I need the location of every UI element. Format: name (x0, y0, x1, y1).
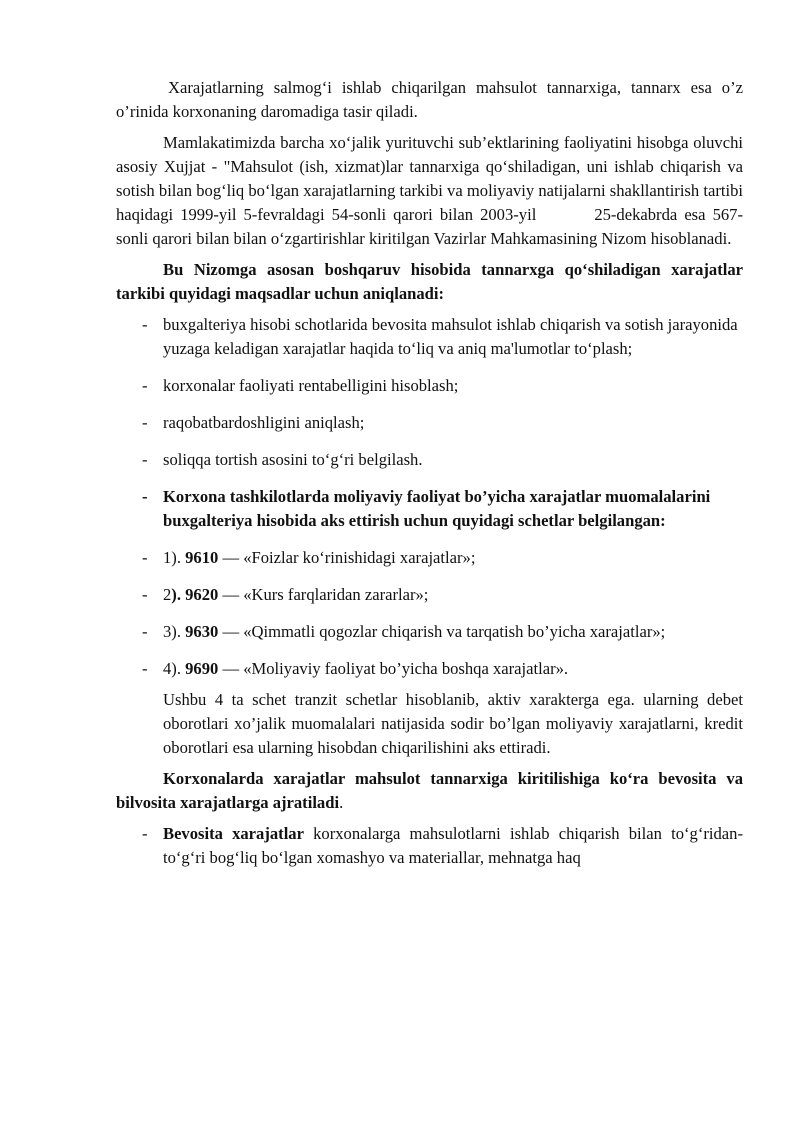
regulation-text-end: 25-dekabrda esa 567-sonli qarori bilan bilan o‘zgartirishlar kiritilgan Vazirlar Mahkamasining Nizom hisoblanadi. (116, 205, 743, 248)
list-item-text: buxgalteriya hisobi schotlarida bevosita mahsulot ishlab chiqarish va sotish jarayonida yuzaga keladigan xarajatlar haqida to‘liq va aniq ma'lumotlar to‘plash; (163, 315, 738, 358)
list-item (116, 448, 743, 472)
list-dash: - (142, 824, 148, 843)
paragraph-cost-classification (116, 767, 743, 815)
list-item-text: raqobatbardoshligini aniqlash; (163, 413, 365, 432)
list-dash: - (142, 376, 148, 395)
account-item (116, 546, 743, 570)
list-dash: - (142, 450, 148, 469)
paragraph-regulation (116, 131, 743, 251)
account-item (116, 620, 743, 644)
list-item-text: Korxona tashkilotlarda moliyaviy faoliyat bo’yicha xarajatlar muomalalarini buxgalteriya hisobida aks ettirish uchun quyidagi schetlar belgilangan: (163, 487, 711, 530)
account-item (116, 583, 743, 607)
account-code: 9630 (185, 622, 219, 641)
list-item-text: korxonalar faoliyati rentabelligini hisoblash; (163, 376, 459, 395)
account-item (116, 657, 743, 681)
list-item-text: soliqqa tortish asosini to‘g‘ri belgilash. (163, 450, 423, 469)
paragraph-nizom-heading: Bu Nizomga asosan boshqaruv hisobida tannarxga qo‘shiladigan xarajatlar tarkibi quyidagi maqsadlar uchun aniqlanadi: (116, 260, 743, 303)
list-dash: - (142, 548, 148, 567)
list-dash: - (142, 585, 148, 604)
list-item (116, 374, 743, 398)
account-name: — «Kurs farqlaridan zararlar»; (218, 585, 429, 604)
paragraph-intro: Xarajatlarning salmog‘i ishlab chiqarilgan mahsulot tannarxiga, tannarx esa o’z o’rinida korxonaning daromadiga tasir qiladi. (116, 78, 743, 121)
document-body (116, 76, 743, 883)
account-code: 9690 (185, 659, 219, 678)
account-name: — «Qimmatli qogozlar chiqarish va tarqatish bo’yicha xarajatlar»; (218, 622, 666, 641)
account-code: 9610 (185, 548, 219, 567)
list-item (116, 313, 743, 361)
account-prefix: 4). (163, 659, 186, 678)
account-prefix: 2 (163, 585, 172, 604)
account-name: — «Moliyaviy faoliyat bo’yicha boshqa xarajatlar». (218, 659, 569, 678)
list-item-accounts-heading (116, 485, 743, 533)
direct-costs-term: Bevosita xarajatlar (163, 824, 304, 843)
list-item-direct-costs (116, 822, 743, 870)
paragraph-transit-accounts: Ushbu 4 ta schet tranzit schetlar hisoblanib, aktiv xarakterga ega. ularning debet oborotlari xo’jalik muomalalari natijasida sodir bo’lgan moliyaviy xarajatlarni, kredit oborotlari esa ularning hisobdan chiqarilishini aks ettiradi. (163, 690, 743, 757)
list-dash: - (142, 487, 148, 506)
account-prefix: 3). (163, 622, 186, 641)
account-name: — «Foizlar ko‘rinishidagi xarajatlar»; (218, 548, 476, 567)
direct-costs-text: korxonalarga mahsulotlarni ishlab chiqarish bilan to‘g‘ridan-to‘g‘ri bog‘liq bo‘lgan xomashyo va materiallar, mehnatga haq (163, 824, 743, 867)
classification-bold-text: Korxonalarda xarajatlar mahsulot tannarxiga kiritilishiga ko‘ra bevosita va bilvosita xarajatlarga ajratiladi (116, 769, 743, 812)
classification-period: . (339, 793, 344, 812)
purpose-list (116, 313, 743, 681)
regulation-text-start: Mamlakatimizda barcha xo‘jalik yurituvchi sub’ektlarining faoliyatini hisobga oluvchi asosiy Xujjat - "Mahsulot (ish, xizmat)lar tannarxiga qo‘shiladigan, uni ishlab chiqarish va sotish bilan bog‘liq bo‘lgan xarajatlarning tarkibi va moliyaviy natijalarni shakllantirish tartibi haqidagi 1999-yil 5-fevraldagi 54-sonli qarori bilan 2003-yil (116, 133, 743, 224)
list-dash: - (142, 413, 148, 432)
account-code: ). 9620 (171, 585, 219, 604)
list-item (116, 411, 743, 435)
list-dash: - (142, 315, 148, 334)
list-dash: - (142, 659, 148, 678)
list-dash: - (142, 622, 148, 641)
account-prefix: 1). (163, 548, 186, 567)
